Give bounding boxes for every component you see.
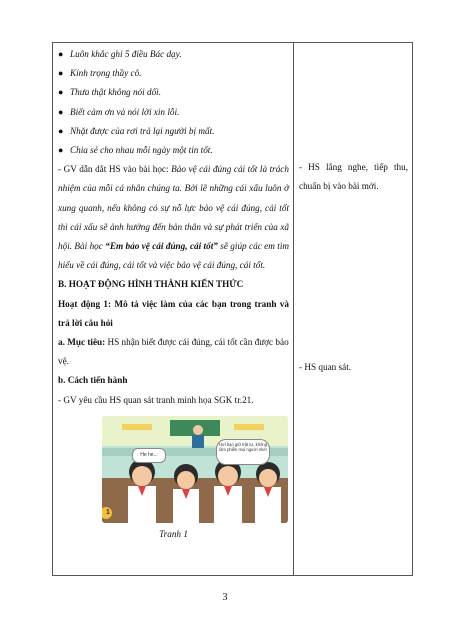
procedure-label: b. Cách tiến hành xyxy=(58,375,128,386)
lesson-table xyxy=(52,42,413,576)
intro-paragraph: - GV dẫn dắt HS vào bài học: Bảo vệ cái đúng cái tốt là trách nhiệm của mỗi cá nhân chúng ta. Bởi lẽ những cái xấu luôn ở xung quanh, nếu không có sự nỗ lực bảo vệ cái đúng, cái tốt thì cái xấu sẽ ảnh hưởng đến bản thân và sự phát triển của xã hội. Bài học “Em bảo vệ cái đúng, cái tốt” sẽ giúp các em tìm hiểu về cái đúng, cái tốt và việc bảo vệ cái đúng, cái tốt. xyxy=(58,164,290,271)
bullet-item: ● Kính trọng thầy cô. xyxy=(58,64,289,83)
bullet-item: ● Nhặt được của rơi trả lại người bị mất. xyxy=(58,122,289,141)
page-number: 3 xyxy=(222,592,228,603)
objective: a. Mục tiêu: HS nhận biết được cái đúng, cái tốt cần được bảo vệ. xyxy=(58,337,289,367)
bullet-icon: ● xyxy=(58,125,64,136)
student-response: - HS lắng nghe, tiếp thu, chuẩn bị vào bài mới. xyxy=(299,162,408,192)
bullet-item: ● Luôn khắc ghi 5 điều Bác dạy. xyxy=(58,45,289,64)
classroom-illustration xyxy=(102,416,288,523)
activity-title: Hoạt động 1: Mô tả việc làm của các bạn trong tranh và trả lời câu hỏi xyxy=(58,298,289,328)
bullet-item: ● Biết cảm ơn và nói lời xin lỗi. xyxy=(58,103,289,122)
bullet-icon: ● xyxy=(58,106,64,117)
speech-bubble-right: Hơi bạn giữ trật tự, không làm phiền mọi người nhé! xyxy=(216,439,270,465)
teacher-activities-column xyxy=(53,43,294,576)
bullet-icon: ● xyxy=(58,145,64,156)
classroom-scene-image xyxy=(102,416,288,523)
procedure-text: - GV yêu cầu HS quan sát tranh minh họa SGK tr.21. xyxy=(58,394,254,405)
bullet-icon: ● xyxy=(58,68,64,79)
picture-number-badge: 1 xyxy=(106,508,110,516)
speech-bubble-left: He he... xyxy=(132,448,166,463)
section-title: B. HOẠT ĐỘNG HÌNH THÀNH KIẾN THỨC xyxy=(58,279,244,290)
student-response: - HS quan sát. xyxy=(299,362,352,373)
bullet-icon: ● xyxy=(58,49,64,59)
image-caption: Tranh 1 xyxy=(159,528,188,539)
student-activities-column xyxy=(294,43,413,576)
bullet-icon: ● xyxy=(58,87,64,98)
bullet-item: ● Chia sẻ cho nhau mỗi ngày một tin tốt. xyxy=(58,141,289,160)
bullet-item: ● Thưa thật không nói dối. xyxy=(58,83,289,102)
